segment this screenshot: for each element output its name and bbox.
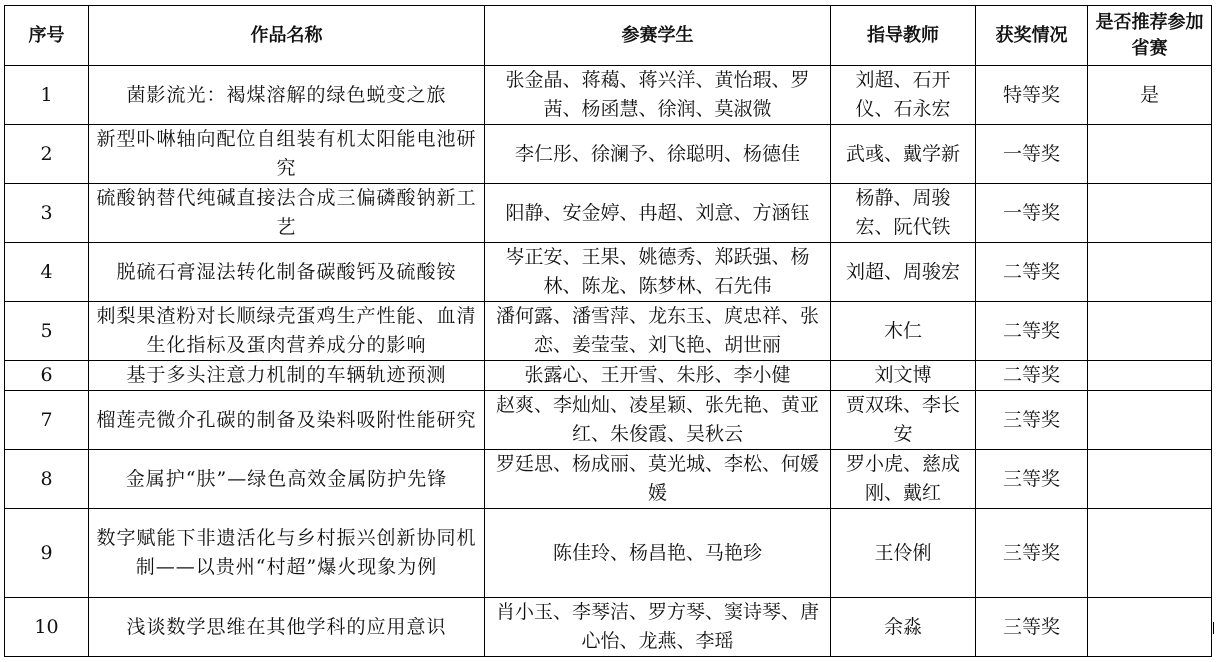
cell-recommend xyxy=(1088,450,1212,509)
table-row xyxy=(5,361,1212,391)
cell-award: 一等奖 xyxy=(976,184,1088,243)
cell-seq: 9 xyxy=(5,509,89,598)
cell-seq: 1 xyxy=(5,66,89,125)
cell-recommend xyxy=(1088,509,1212,598)
table-row xyxy=(5,598,1212,657)
cell-award: 特等奖 xyxy=(976,66,1088,125)
table-row xyxy=(5,509,1212,598)
header-row xyxy=(5,6,1212,66)
header-award: 获奖情况 xyxy=(976,6,1088,66)
cell-title: 菌影流光：褐煤溶解的绿色蜕变之旅 xyxy=(89,66,485,125)
cell-seq: 2 xyxy=(5,125,89,184)
cell-teachers: 武彧、戴学新 xyxy=(831,125,976,184)
cell-students: 张金晶、蒋藒、蒋兴洋、黄怡瑕、罗茜、杨函慧、徐润、莫淑微 xyxy=(485,66,831,125)
cell-students: 罗廷思、杨成丽、莫光城、李松、何媛媛 xyxy=(485,450,831,509)
header-seq: 序号 xyxy=(5,6,89,66)
cell-seq: 6 xyxy=(5,361,89,391)
cell-seq: 8 xyxy=(5,450,89,509)
cell-teachers: 贾双珠、李长安 xyxy=(831,391,976,450)
cell-teachers: 刘超、周骏宏 xyxy=(831,243,976,302)
cell-title: 基于多头注意力机制的车辆轨迹预测 xyxy=(89,361,485,391)
header-title: 作品名称 xyxy=(89,6,485,66)
cell-title: 浅谈数学思维在其他学科的应用意识 xyxy=(89,598,485,657)
cell-seq: 4 xyxy=(5,243,89,302)
cell-students: 赵爽、李灿灿、凌星颖、张先艳、黄亚红、朱俊霞、吴秋云 xyxy=(485,391,831,450)
cell-seq: 7 xyxy=(5,391,89,450)
cell-recommend xyxy=(1088,302,1212,361)
cell-recommend xyxy=(1088,243,1212,302)
cell-title: 刺梨果渣粉对长顺绿壳蛋鸡生产性能、血清生化指标及蛋肉营养成分的影响 xyxy=(89,302,485,361)
cell-award: 三等奖 xyxy=(976,450,1088,509)
cell-students: 潘何露、潘雪萍、龙东玉、庹忠祥、张恋、姜莹莹、刘飞艳、胡世丽 xyxy=(485,302,831,361)
cell-teachers: 余淼 xyxy=(831,598,976,657)
table-row xyxy=(5,243,1212,302)
cell-title: 硫酸钠替代纯碱直接法合成三偏磷酸钠新工艺 xyxy=(89,184,485,243)
cell-students: 陈佳玲、杨昌艳、马艳珍 xyxy=(485,509,831,598)
cell-seq: 10 xyxy=(5,598,89,657)
header-teachers: 指导教师 xyxy=(831,6,976,66)
cell-title: 新型卟啉轴向配位自组装有机太阳能电池研究 xyxy=(89,125,485,184)
table-row xyxy=(5,184,1212,243)
cell-award: 一等奖 xyxy=(976,125,1088,184)
cell-recommend xyxy=(1088,184,1212,243)
cell-award: 三等奖 xyxy=(976,509,1088,598)
award-table xyxy=(4,5,1212,657)
cell-teachers: 刘文博 xyxy=(831,361,976,391)
cell-recommend xyxy=(1088,391,1212,450)
cell-title: 脱硫石膏湿法转化制备碳酸钙及硫酸铵 xyxy=(89,243,485,302)
cell-students: 李仁彤、徐澜予、徐聪明、杨德佳 xyxy=(485,125,831,184)
cell-seq: 5 xyxy=(5,302,89,361)
table-row xyxy=(5,66,1212,125)
cell-teachers: 王伶俐 xyxy=(831,509,976,598)
cell-students: 张露心、王开雪、朱彤、李小健 xyxy=(485,361,831,391)
cell-teachers: 罗小虎、慈成刚、戴红 xyxy=(831,450,976,509)
cell-seq: 3 xyxy=(5,184,89,243)
table-row xyxy=(5,450,1212,509)
cell-award: 二等奖 xyxy=(976,243,1088,302)
cell-recommend xyxy=(1088,598,1212,657)
cell-students: 岑正安、王果、姚德秀、郑跃强、杨林、陈龙、陈梦林、石先伟 xyxy=(485,243,831,302)
cell-teachers: 刘超、石开仪、石永宏 xyxy=(831,66,976,125)
cell-title: 数字赋能下非遗活化与乡村振兴创新协同机制——以贵州“村超”爆火现象为例 xyxy=(89,509,485,598)
cell-title: 金属护“肤”—绿色高效金属防护先锋 xyxy=(89,450,485,509)
cell-award: 三等奖 xyxy=(976,391,1088,450)
cell-award: 二等奖 xyxy=(976,361,1088,391)
page-edge-mark xyxy=(1213,622,1214,634)
cell-recommend: 是 xyxy=(1088,66,1212,125)
cell-title: 榴莲壳微介孔碳的制备及染料吸附性能研究 xyxy=(89,391,485,450)
table-row xyxy=(5,391,1212,450)
table-row xyxy=(5,302,1212,361)
cell-recommend xyxy=(1088,125,1212,184)
header-recommend: 是否推荐参加省赛 xyxy=(1088,6,1212,66)
cell-students: 肖小玉、李琴洁、罗方琴、窦诗琴、唐心怡、龙燕、李瑶 xyxy=(485,598,831,657)
table-row xyxy=(5,125,1212,184)
cell-teachers: 木仁 xyxy=(831,302,976,361)
cell-recommend xyxy=(1088,361,1212,391)
cell-students: 阳静、安金婷、冉超、刘意、方涵钰 xyxy=(485,184,831,243)
cell-teachers: 杨静、周骏宏、阮代铁 xyxy=(831,184,976,243)
header-students: 参赛学生 xyxy=(485,6,831,66)
cell-award: 三等奖 xyxy=(976,598,1088,657)
cell-award: 二等奖 xyxy=(976,302,1088,361)
